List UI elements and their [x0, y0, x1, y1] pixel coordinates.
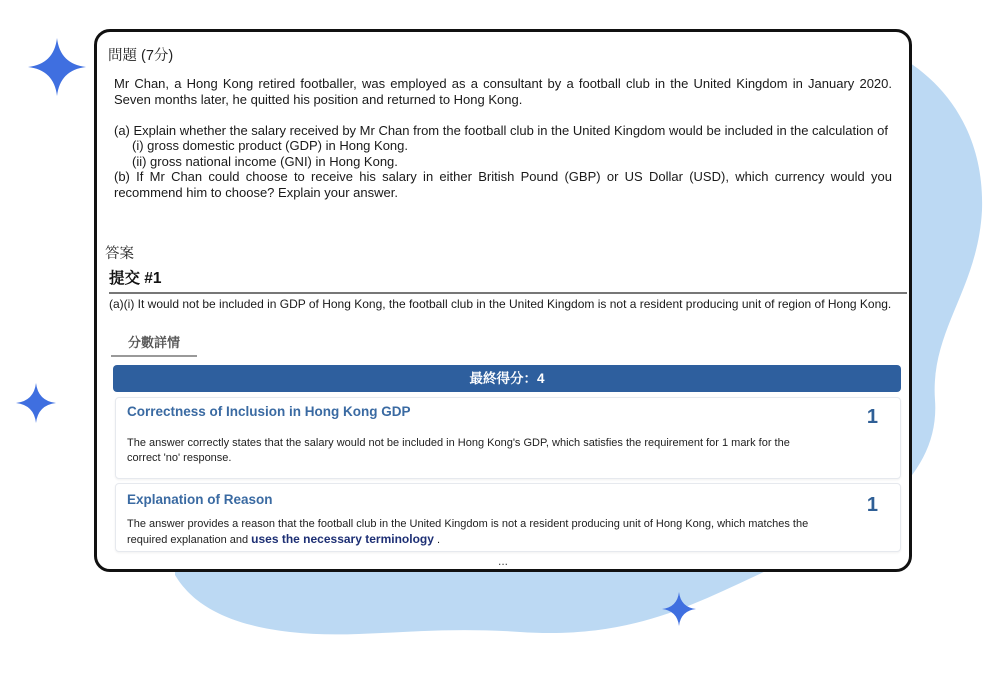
criterion-title: Correctness of Inclusion in Hong Kong GDP: [127, 404, 411, 419]
question-part-a-i: (i) gross domestic product (GDP) in Hong Kong.: [132, 138, 408, 153]
sparkle-icon: [662, 592, 696, 626]
question-answer-card: [94, 29, 912, 572]
sparkle-icon: [16, 383, 56, 423]
submitted-answer: (a)(i) It would not be included in GDP of Hong Kong, the football club in the United Kingdom is not a resident producing unit of region of Hong Kong.: [109, 297, 892, 311]
criterion-explanation-end: .: [436, 534, 441, 546]
question-part-a-ii: (ii) gross national income (GNI) in Hong Kong.: [132, 153, 398, 169]
criterion-title: Explanation of Reason: [127, 492, 273, 507]
question-body: [114, 76, 892, 216]
question-heading: 問題 (7分): [108, 48, 174, 64]
question-part-b: (b) If Mr Chan could choose to receive his salary in either British Pound (GBP) or US Dollar (USD), which currency would you recommend him to choose? Explain your answer.: [114, 169, 892, 200]
more-content-indicator: ...: [497, 554, 508, 568]
question-intro: Mr Chan, a Hong Kong retired footballer, was employed as a consultant by a football club in the United Kingdom in January 2020. Seven months later, he quitted his position and returned to Hong Kong.: [114, 76, 892, 107]
question-part-a: (a) Explain whether the salary received by Mr Chan from the football club in the United Kingdom would be included in the calculation of: [114, 122, 888, 138]
criterion-score: 1: [866, 406, 878, 428]
criterion-explanation: [127, 517, 817, 548]
criterion-explanation: The answer correctly states that the salary would not be included in Hong Kong's GDP, which satisfies the requirement for 1 mark for the correct 'no' response.: [127, 437, 790, 464]
criterion-card: [115, 397, 901, 479]
tab-score-details[interactable]: 分數詳情: [111, 332, 197, 357]
submission-title: 提交 #1: [109, 266, 907, 294]
sparkle-icon: [28, 38, 86, 96]
criterion-card: [115, 483, 901, 552]
criterion-score: 1: [866, 494, 878, 516]
highlighted-phrase: uses the necessary terminology: [251, 532, 434, 546]
answer-heading: 答案: [105, 246, 134, 262]
final-score-bar: 最終得分：4: [113, 365, 901, 392]
criterion-explanation-text: The answer provides a reason that the football club in the United Kingdom is not a resident producing unit of Hong Kong, which matches the required explanation and: [127, 518, 809, 546]
